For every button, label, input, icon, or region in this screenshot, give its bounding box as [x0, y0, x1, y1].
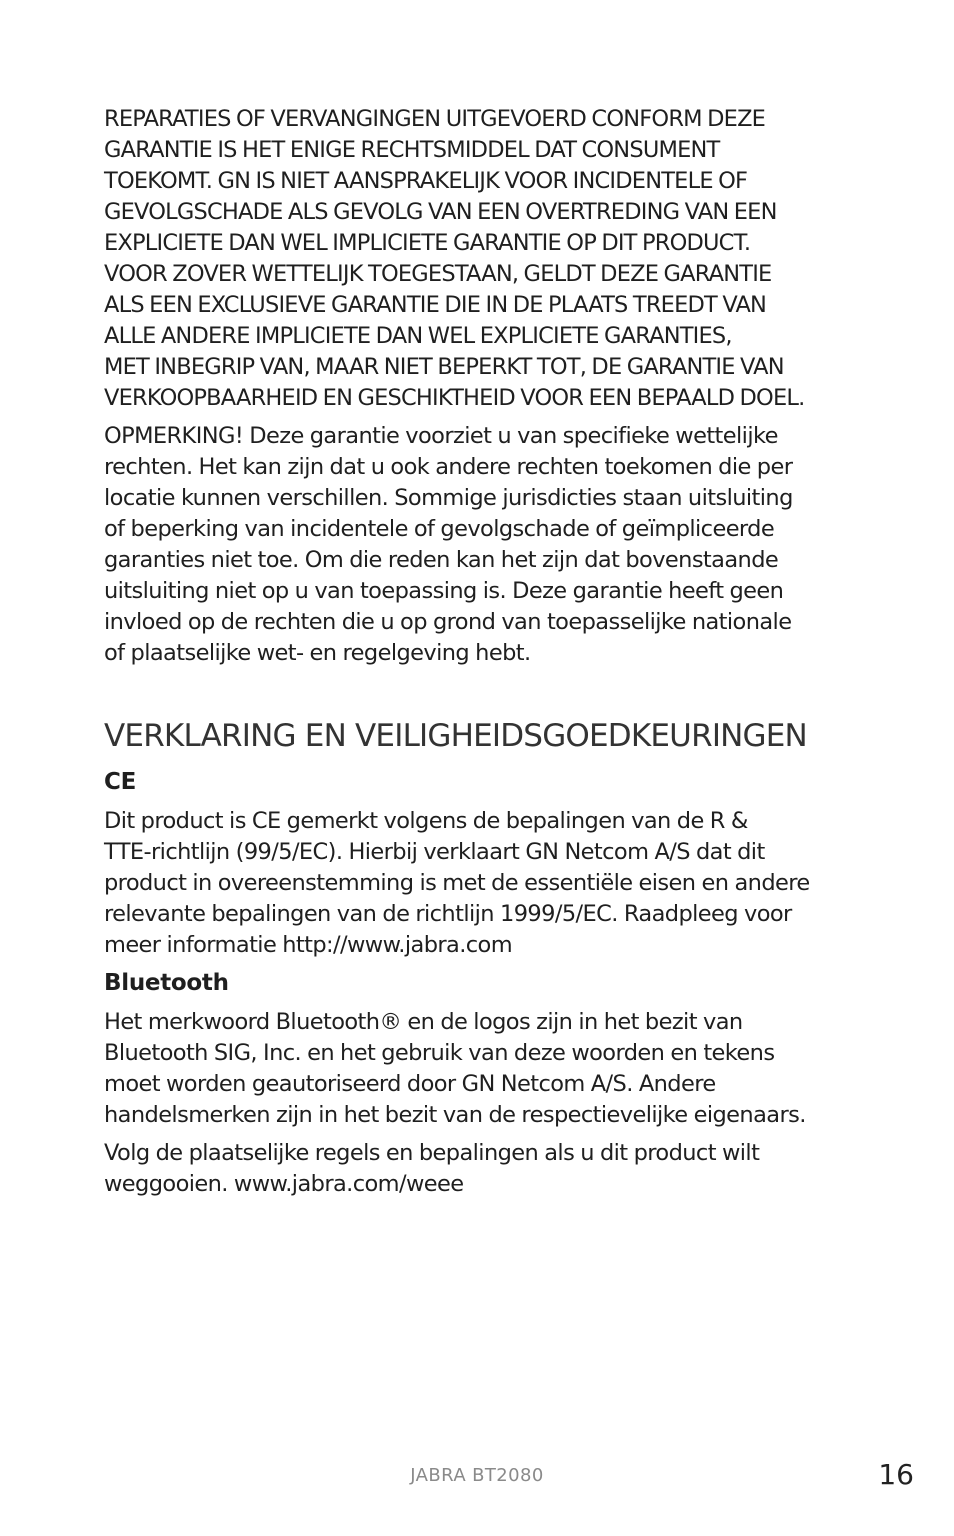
ce-paragraph: Dit product is CE gemerkt volgens de bepalingen van de R & TTE-richtlijn (99/5/EC). Hierbij verklaart GN Netcom A/S dat dit product in overeenstemming is met de essentiële eisen en andere relevante bepalingen van de richtlijn 1999/5/EC. Raadpleeg voor meer informatie http://www.jabra.com [104, 808, 810, 958]
page-number: 16 [878, 1458, 914, 1491]
disposal-paragraph: Volg de plaatselijke regels en bepalingen als u dit product wilt weggooien. www.jabra.com/weee [104, 1140, 760, 1197]
opmerking-paragraph: OPMERKING! Deze garantie voorziet u van specifieke wettelijke rechten. Het kan zijn dat u ook andere rechten toekomen die per locatie kunnen verschillen. Sommige jurisdicties staan uitsluiting of beperking van incidentele of gevolgschade of geïmpliceerde garanties niet toe. Om die reden kan het zijn dat bovenstaande uitsluiting niet op u van toepassing is. Deze garantie heeft geen invloed op de rechten die u op grond van toepasselijke nationale of plaatselijke wet- en regelgeving hebt. [104, 423, 793, 666]
warranty-limitation-paragraph: REPARATIES OF VERVANGINGEN UITGEVOERD CONFORM DEZE GARANTIE IS HET ENIGE RECHTSMIDDEL DAT CONSUMENT TOEKOMT. GN IS NIET AANSPRAKELIJK VOOR INCIDENTELE OF GEVOLGSCHADE ALS GEVOLG VAN EEN OVERTREDING VAN EEN EXPLICIETE DAN WEL IMPLICIETE GARANTIE OP DIT PRODUCT. VOOR ZOVER WETTELIJK TOEGESTAAN, GELDT DEZE GARANTIE ALS EEN EXCLUSIEVE GARANTIE DIE IN DE PLAATS TREEDT VAN ALLE ANDERE IMPLICIETE DAN WEL EXPLICIETE GARANTIES, MET INBEGRIP VAN, MAAR NIET BEPERKT TOT, DE GARANTIE VAN VERKOOPBAARHEID EN GESCHIKTHEID VOOR EEN BEPAALD DOEL. [104, 106, 805, 411]
bluetooth-heading: Bluetooth [104, 970, 229, 996]
section-title: VERKLARING EN VEILIGHEIDSGOEDKEURINGEN [104, 718, 807, 754]
footer-brand: JABRA BT2080 [410, 1465, 544, 1486]
page-content [104, 104, 884, 1207]
bluetooth-paragraph: Het merkwoord Bluetooth® en de logos zijn in het bezit van Bluetooth SIG, Inc. en het gebruik van deze woorden en tekens moet worden geautoriseerd door GN Netcom A/S. Andere handelsmerken zijn in het bezit van de respectievelijke eigenaars. [104, 1009, 806, 1128]
ce-heading: CE [104, 769, 136, 795]
